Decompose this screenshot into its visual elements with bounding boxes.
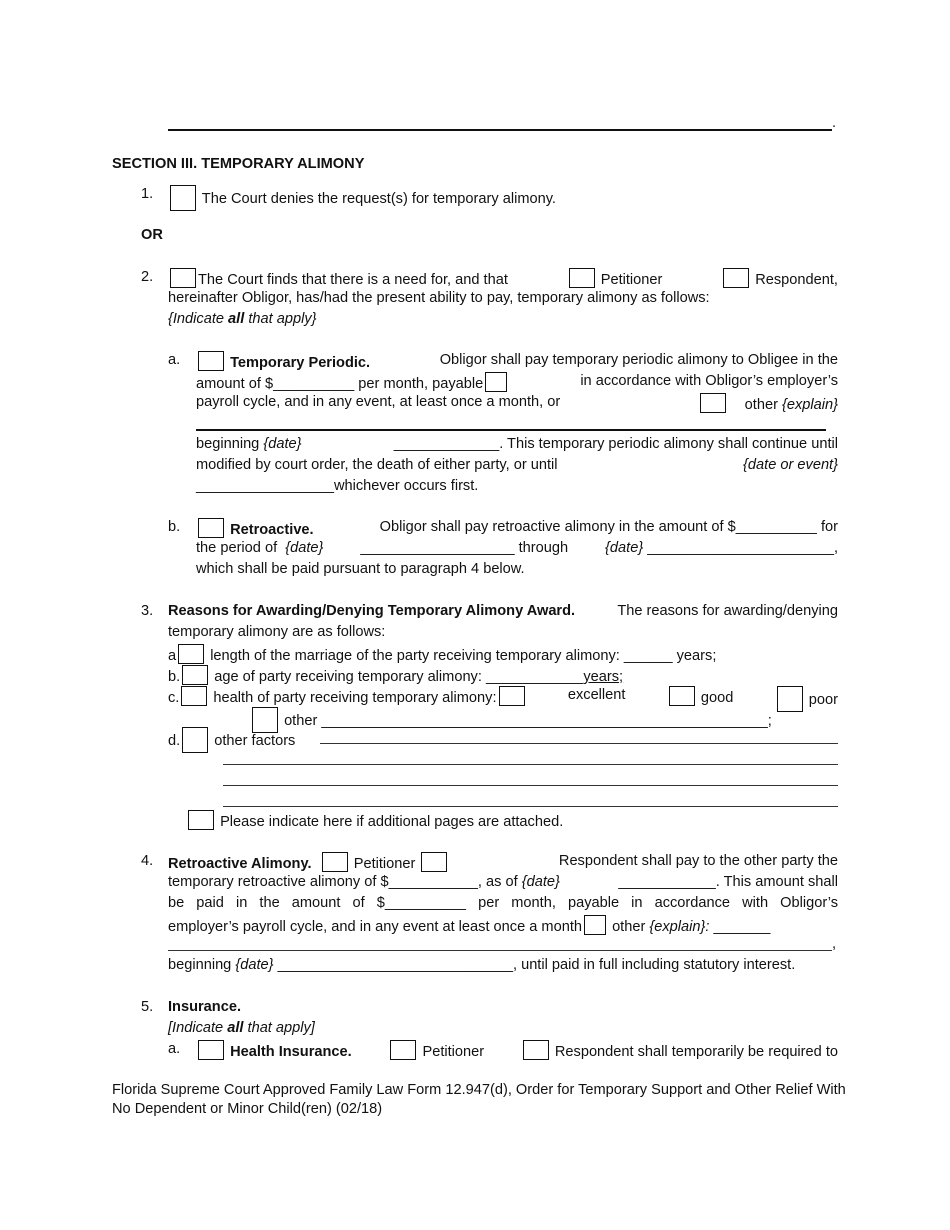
item-5-title: Insurance.	[168, 999, 241, 1015]
retroactive-checkbox[interactable]	[198, 518, 224, 538]
health-poor-checkbox[interactable]	[777, 686, 803, 712]
item-2a-line-1: Temporary Periodic. Obligor shall pay temporary periodic alimony to Obligee in the	[196, 351, 838, 372]
item-2a-letter: a.	[168, 352, 181, 368]
item-5-number: 5.	[141, 999, 154, 1015]
item-3a-row: a length of the marriage of the party receiving temporary alimony: ______ years;	[168, 644, 716, 665]
item-4-line-3: be paid in the amount of $__________ per month, payable in accordance with Obligor’s	[168, 895, 838, 911]
item-2a-line-4: beginning {date} _____________. This temporary periodic alimony shall continue until	[196, 436, 838, 452]
item-4-petitioner-checkbox[interactable]	[322, 852, 348, 872]
health-excellent-checkbox[interactable]	[499, 686, 525, 706]
item-2a-line-5: modified by court order, the death of either party, or until {date or event}	[196, 457, 838, 473]
item-2b-letter: b.	[168, 519, 181, 535]
item-1-text: The Court denies the request(s) for temporary alimony.	[201, 191, 556, 207]
top-rule-period: .	[832, 115, 837, 131]
item-2-respondent-checkbox[interactable]	[723, 268, 749, 288]
health-party-checkbox[interactable]	[181, 686, 207, 706]
item-2a-line-6: _________________whichever occurs first.	[196, 478, 479, 494]
other-factors-line-3[interactable]	[223, 785, 838, 786]
item-4-line-4: employer’s payroll cycle, and in any event at least once a month other {explain}: _______	[168, 915, 838, 936]
item-1-row	[168, 185, 556, 211]
item-2a-line-3: payroll cycle, and in any event, at least once a month, or other {explain}	[196, 394, 838, 413]
item-3c-row: c. health of party receiving temporary alimony: excellent good poor	[168, 686, 838, 712]
other-factors-line-2[interactable]	[223, 764, 838, 765]
item-5-respondent-checkbox[interactable]	[523, 1040, 549, 1060]
deny-alimony-checkbox[interactable]	[170, 185, 196, 211]
item-4-comma: ,	[832, 936, 837, 952]
item-1-number: 1.	[141, 186, 154, 202]
length-marriage-checkbox[interactable]	[178, 644, 204, 664]
item-4-respondent-checkbox[interactable]	[421, 852, 447, 872]
health-insurance-checkbox[interactable]	[198, 1040, 224, 1060]
need-finding-checkbox[interactable]	[170, 268, 196, 288]
item-3-number: 3.	[141, 603, 154, 619]
attached-row: Please indicate here if additional pages are attached.	[186, 810, 563, 831]
item-5-indicate: [Indicate all that apply]	[168, 1020, 315, 1036]
item-4-line-2: temporary retroactive alimony of $___________, as of {date} ____________. This amount shall	[168, 874, 838, 890]
item-2-number: 2.	[141, 269, 154, 285]
item-2b-line-2: the period of {date} ___________________ through {date} _______________________,	[196, 540, 838, 556]
item-3c-other-row: other _______________________________________________________;	[250, 707, 772, 733]
footer-line-2: No Dependent or Minor Child(ren) (02/18)	[112, 1101, 383, 1117]
other-factors-checkbox[interactable]	[182, 727, 208, 753]
item-2-line-1: The Court finds that there is a need for, and that Petitioner Respondent,	[168, 268, 838, 289]
health-good-checkbox[interactable]	[669, 686, 695, 706]
periodic-other-checkbox[interactable]	[700, 393, 726, 413]
section-title: SECTION III. TEMPORARY ALIMONY	[112, 156, 365, 172]
item-3-line-2: temporary alimony are as follows:	[168, 624, 386, 640]
temporary-periodic-checkbox[interactable]	[198, 351, 224, 371]
item-3-line-1: Reasons for Awarding/Denying Temporary Alimony Award. The reasons for awarding/denying	[168, 603, 838, 619]
additional-pages-checkbox[interactable]	[188, 810, 214, 830]
footer-line-1: Florida Supreme Court Approved Family Law Form 12.947(d), Order for Temporary Support and Other Relief With	[112, 1082, 846, 1098]
other-factors-line-1[interactable]	[320, 743, 838, 744]
item-2-indicate: {Indicate all that apply}	[168, 311, 317, 327]
top-rule	[168, 129, 832, 131]
item-4-number: 4.	[141, 853, 154, 869]
item-2-petitioner-checkbox[interactable]	[569, 268, 595, 288]
age-party-checkbox[interactable]	[182, 665, 208, 685]
item-4-line-1: Retroactive Alimony. Petitioner Respondent shall pay to the other party the	[168, 853, 838, 872]
item-2b-line-1: Retroactive. Obligor shall pay retroactive alimony in the amount of $__________ for	[196, 518, 838, 539]
item-4-line-5: beginning {date} _____________________________, until paid in full including statutory interest.	[168, 957, 796, 973]
explain-line[interactable]	[196, 429, 826, 431]
item-4-other-checkbox[interactable]	[584, 915, 606, 935]
item-5a-line-1: Health Insurance. Petitioner Respondent shall temporarily be required to	[196, 1040, 838, 1061]
item-5-petitioner-checkbox[interactable]	[390, 1040, 416, 1060]
other-factors-line-4[interactable]	[223, 806, 838, 807]
or-label: OR	[141, 227, 163, 243]
employer-payroll-checkbox[interactable]	[485, 372, 507, 392]
item-4-explain-line[interactable]	[168, 950, 832, 951]
item-2b-line-3: which shall be paid pursuant to paragraph 4 below.	[196, 561, 525, 577]
item-2a-line-2: amount of $__________ per month, payable in accordance with Obligor’s employer’s	[196, 373, 838, 392]
item-3d-row: d. other factors	[168, 727, 295, 753]
item-2-line-2: hereinafter Obligor, has/had the present ability to pay, temporary alimony as follows:	[168, 290, 710, 306]
item-3b-row: b. age of party receiving temporary alimony: ____________years;	[168, 665, 623, 686]
item-5a-letter: a.	[168, 1041, 181, 1057]
